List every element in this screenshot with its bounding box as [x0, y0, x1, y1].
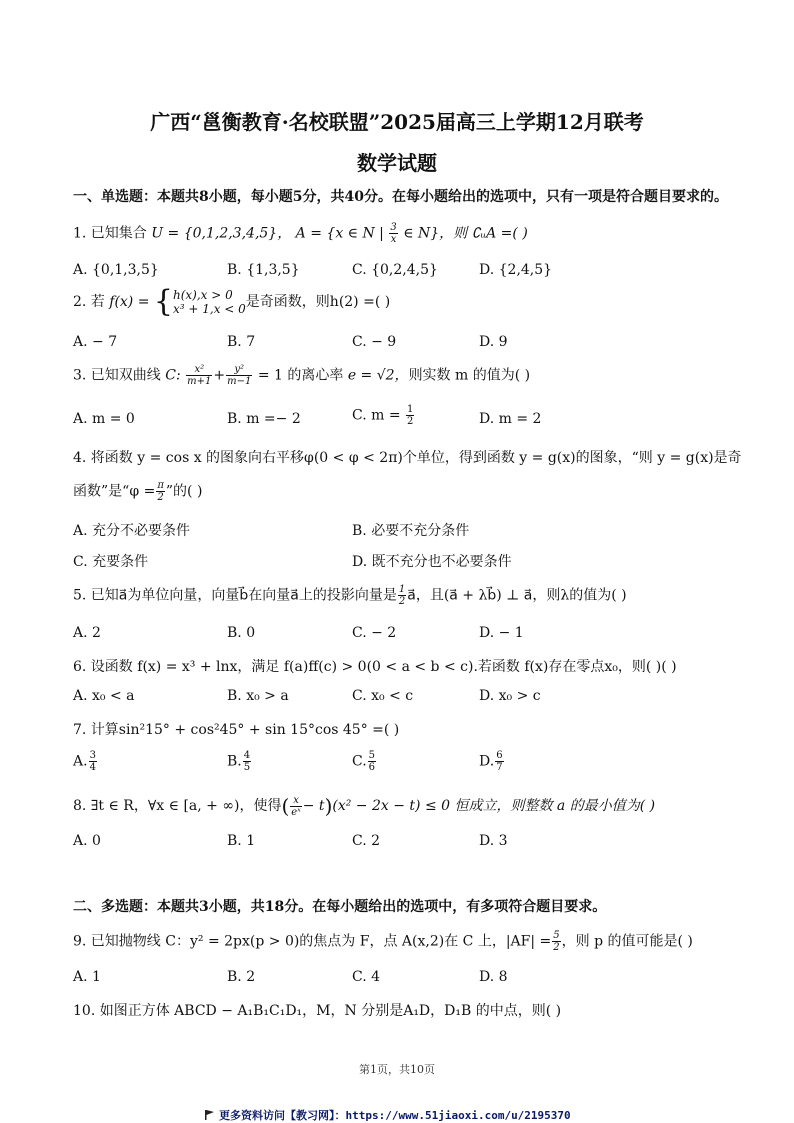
- q5-option-a: A. 2: [73, 625, 101, 641]
- q3-option-b: B. m =− 2: [227, 411, 301, 427]
- q1-fraction: $\frac{3}{x}$: [390, 222, 397, 245]
- resource-link[interactable]: [205, 1107, 571, 1123]
- q8-option-d: D. 3: [479, 833, 508, 849]
- q3-option-c: C. m = $\frac{1}{2}$: [352, 404, 414, 427]
- q3-frac-1: $\frac{\text{x²}}{m+1}$: [187, 364, 212, 387]
- q9-fraction: $\frac{5}{2}$: [553, 930, 560, 953]
- q4-option-c: C. 充要条件: [73, 554, 149, 570]
- q7-option-d: D. $\frac{6}{7}$: [479, 750, 503, 773]
- question-2: [73, 284, 391, 319]
- q2-piecewise: { h(x),x > 0 x³ + 1,x < 0: [153, 284, 246, 319]
- q2-option-a: A. − 7: [73, 334, 118, 350]
- resource-link-text[interactable]: 更多资料访问【教习网】：https://www.51jiaoxi.com/u/2195370: [219, 1109, 571, 1122]
- q3-mid: 的离心率: [287, 367, 344, 384]
- question-1: [73, 222, 528, 245]
- q7-option-a: A. $\frac{3}{4}$: [73, 750, 96, 773]
- q9-option-d: D. 8: [479, 969, 508, 985]
- q7-option-b: B. $\frac{4}{5}$: [227, 750, 251, 773]
- q1-prefix: 1. 已知集合: [73, 225, 147, 242]
- q3-eq: = 1: [257, 367, 283, 384]
- q2-option-c: C. − 9: [352, 334, 397, 350]
- q5-option-b: B. 0: [227, 625, 256, 641]
- q1-set-u: U = {0,1,2,3,4,5}，: [151, 225, 292, 242]
- q4-option-a: A. 充分不必要条件: [73, 523, 191, 539]
- q8-option-b: B. 1: [227, 833, 256, 849]
- flag-icon: [205, 1110, 215, 1120]
- q2-option-d: D. 9: [479, 334, 508, 350]
- question-7: 7. 计算sin²15° + cos²45° + sin 15°cos 45° =( ): [73, 722, 400, 738]
- q1-option-d: D. {2,4,5}: [479, 262, 553, 278]
- q1-option-b: B. {1,3,5}: [227, 262, 300, 278]
- q2-option-b: B. 7: [227, 334, 256, 350]
- exam-subtitle: 数学试题: [357, 151, 437, 175]
- q3-plus: +: [213, 367, 226, 384]
- question-8: 8. ∃t ∈ R，∀x ∈ [a, + ∞)，使得( $\frac{x}{\text{eˣ}}$ − t)(x² − 2x − t) ≤ 0 恒成立，则整数 a 的最小值为( ): [73, 794, 656, 818]
- question-4-line-1: 4. 将函数 y = cos x 的图象向右平移φ(0 < φ < 2π)个单位，得到函数 y = g(x)的图象，“则 y = g(x)是奇: [73, 450, 742, 466]
- q2-prefix: 2. 若: [73, 294, 105, 310]
- q1-set-a-post: ∈ N}，则: [403, 225, 468, 242]
- q3-option-a: A. m = 0: [73, 411, 135, 427]
- q1-option-c: C. {0,2,4,5}: [352, 262, 438, 278]
- q5-option-c: C. − 2: [352, 625, 397, 641]
- question-10: 10. 如图正方体 ABCD − A₁B₁C₁D₁，M，N 分别是A₁D，D₁B 的中点，则( ): [73, 1003, 562, 1019]
- q9-option-b: B. 2: [227, 969, 256, 985]
- question-9: 9. 已知抛物线 C：y² = 2px(p > 0)的焦点为 F，点 A(x,2)在 C 上，|AF| = $\frac{5}{2}$ ，则 p 的值可能是( ): [73, 930, 693, 953]
- q4-option-d: D. 既不充分也不必要条件: [352, 554, 512, 570]
- q3-option-d: D. m = 2: [479, 411, 542, 427]
- q8-fraction: $\frac{x}{\text{eˣ}}$: [291, 794, 301, 818]
- q6-option-b: B. x₀ > a: [227, 688, 289, 704]
- q3-tail: 则实数 m 的值为( ): [408, 367, 531, 384]
- q7-option-c: C. $\frac{5}{6}$: [352, 750, 376, 773]
- q5-fraction: $\frac{1}{2}$: [398, 584, 406, 607]
- q3-curve: C:: [165, 367, 181, 384]
- question-4-line-2: 函数”是“φ = $\frac{\pi}{2}$ ”的( ): [73, 480, 203, 503]
- q1-set-a-pre: A = {x ∈ N |: [295, 225, 384, 242]
- q1-option-a: A. {0,1,3,5}: [73, 262, 159, 278]
- q6-option-d: D. x₀ > c: [479, 688, 541, 704]
- q3-prefix: 3. 已知双曲线: [73, 367, 161, 384]
- question-6: 6. 设函数 f(x) = x³ + lnx，满足 f(a)ff(c) > 0(0 < a < b < c).若函数 f(x)存在零点x₀，则( )( ): [73, 659, 677, 675]
- section-1-heading: 一、单选题：本题共8小题，每小题5分，共40分。在每小题给出的选项中，只有一项是符合题目要求的。: [73, 189, 728, 205]
- q1-tail: ∁ᵤA =( ): [471, 225, 528, 242]
- section-2-heading: 二、多选题：本题共3小题，共18分。在每小题给出的选项中，有多项符合题目要求。: [73, 899, 607, 915]
- page-number: 第1页，共10页: [359, 1063, 435, 1076]
- q8-option-a: A. 0: [73, 833, 101, 849]
- q6-option-c: C. x₀ < c: [352, 688, 414, 704]
- q8-option-c: C. 2: [352, 833, 381, 849]
- q4-option-b: B. 必要不充分条件: [352, 523, 470, 539]
- q9-option-c: C. 4: [352, 969, 381, 985]
- question-3: [73, 364, 530, 387]
- exam-title: 广西“邕衡教育·名校联盟”2025届高三上学期12月联考: [150, 110, 644, 134]
- question-5: 5. 已知a⃗为单位向量，向量b⃗在向量a⃗上的投影向量是 $\frac{1}{2}$ a⃗，且(a⃗ + λb⃗) ⊥ a⃗，则λ的值为( ): [73, 584, 627, 607]
- q3-frac-2: $\frac{\text{y²}}{m-1}$: [227, 364, 252, 387]
- q2-fx: f(x) =: [109, 294, 150, 310]
- q6-option-a: A. x₀ < a: [73, 688, 135, 704]
- q5-option-d: D. − 1: [479, 625, 524, 641]
- q2-tail: 是奇函数，则h(2) =( ): [245, 294, 391, 310]
- q4-fraction: $\frac{\pi}{2}$: [157, 480, 164, 503]
- q9-option-a: A. 1: [73, 969, 101, 985]
- q3-ecc: e = √2，: [347, 367, 409, 384]
